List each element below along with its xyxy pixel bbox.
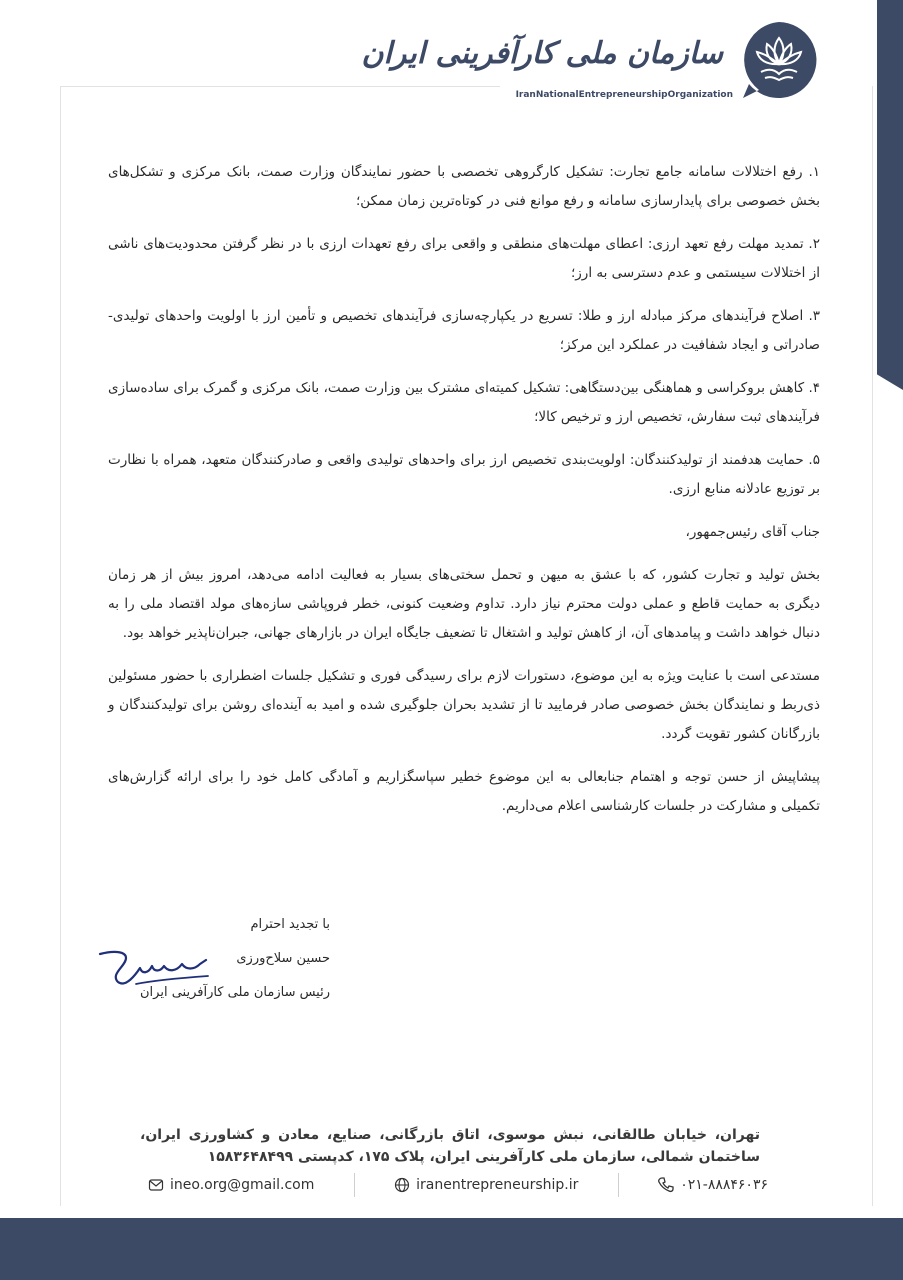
decorative-side-tab <box>877 0 903 390</box>
salutation: جناب آقای رئیس‌جمهور، <box>685 524 820 540</box>
body-paragraph: پیشاپیش از حسن توجه و اهتمام جنابعالی به این موضوع خطیر سپاسگزاریم و آمادگی کامل خود را برای ارائه گزارش‌های تکمیلی و مشارکت در جلسات کارشناسی اعلام می‌داریم. <box>108 769 820 814</box>
list-item: ۱. رفع اختلالات سامانه جامع تجارت: تشکیل کارگروهی تخصصی با حضور نمایندگان وزارت صمت، بانک مرکزی و تشکل‌های بخش خصوصی برای پایدارسازی سامانه و رفع موانع فنی در کوتاه‌ترین زمان ممکن؛ <box>108 164 820 209</box>
globe-icon <box>394 1177 410 1193</box>
website-contact[interactable] <box>394 1177 578 1193</box>
handwritten-signature <box>96 944 216 992</box>
contact-divider <box>354 1173 355 1197</box>
website-link[interactable]: iranentrepreneurship.ir <box>416 1177 579 1193</box>
footer-contacts <box>148 1170 768 1200</box>
closing-regards: با تجدید احترام <box>250 917 330 932</box>
email-icon <box>148 1177 164 1193</box>
contact-divider <box>618 1173 619 1197</box>
lotus-handshake-logo-icon <box>739 20 819 100</box>
org-name-english: IranNationalEntrepreneurshipOrganization <box>515 90 733 100</box>
list-item: ۵. حمایت هدفمند از تولیدکنندگان: اولویت‌بندی تخصیص ارز برای واحدهای تولیدی واقعی و صادرکنندگان متعهد، همراه با نظارت بر توزیع عادلانه منابع ارزی. <box>108 452 820 497</box>
phone-icon <box>658 1177 674 1193</box>
list-item: ۳. اصلاح فرآیندهای مرکز مبادله ارز و طلا: تسریع در یکپارچه‌سازی فرآیندهای تخصیص و تأمین ارز با اولویت واحدهای تولیدی-صادراتی و ایجاد شفافیت در عملکرد این مرکز؛ <box>108 308 820 353</box>
list-item: ۲. تمدید مهلت رفع تعهد ارزی: اعطای مهلت‌های منطقی و واقعی برای رفع تعهدات ارزی با در نظر گرفتن محدودیت‌های ناشی از اختلالات سیستمی و عدم دسترسی به ارز؛ <box>108 236 820 281</box>
letter-body <box>108 158 820 835</box>
phone-contact[interactable] <box>658 1177 768 1193</box>
list-item: ۴. کاهش بروکراسی و هماهنگی بین‌دستگاهی: تشکیل کمیته‌ای مشترک بین وزارت صمت، بانک مرکزی و گمرک برای ساده‌سازی فرآیندهای ثبت سفارش، تخصیص ارز و ترخیص کالا؛ <box>108 380 820 425</box>
org-logo <box>361 20 819 110</box>
footer-bar <box>0 1218 903 1280</box>
email-contact[interactable] <box>148 1177 314 1193</box>
page-frame-top <box>60 86 500 87</box>
signer-title: رئیس سازمان ملی کارآفرینی ایران <box>140 985 330 1000</box>
phone-number: ۰۲۱-۸۸۸۴۶۰۳۶ <box>680 1177 768 1193</box>
footer-address: تهران، خیابان طالقانی، نبش موسوی، اتاق بازرگانی، صنایع، معادن و کشاورزی ایران، ساختمان شمالی، سازمان ملی کارآفرینی ایران، پلاک ۱۷۵، کدپستی ۱۵۸۳۶۴۸۴۹۹ <box>140 1127 760 1165</box>
body-paragraph: بخش تولید و تجارت کشور، که با عشق به میهن و تحمل سختی‌های بسیار به فعالیت ادامه می‌دهد، امروز بیش از هر زمان دیگری به حمایت قاطع و عملی دولت محترم نیاز دارد. تداوم وضعیت کنونی، خطر فروپاشی سازه‌های مولد اقتصاد ملی را به دنبال خواهد داشت و پیامدهای آن، از کاهش تولید و اشتغال تا تضعیف جایگاه ایران در بازارهای جهانی، جبران‌ناپذیر خواهد بود. <box>108 567 820 641</box>
signer-name: حسین سلاح‌ورزی <box>236 951 330 966</box>
body-paragraph: مستدعی است با عنایت ویژه به این موضوع، دستورات لازم برای رسیدگی فوری و تشکیل جلسات اضطراری با حضور مسئولین ذی‌ربط و نمایندگان بخش خصوصی صادر فرمایید تا از تشدید بحران جلوگیری شده و امید به آینده‌ای روشن برای تولیدکنندگان و بازرگانان کشور تقویت گردد. <box>108 668 820 742</box>
org-name-persian: سازمان ملی کارآفرینی ایران <box>361 36 723 71</box>
email-address[interactable]: ineo.org@gmail.com <box>170 1177 315 1193</box>
